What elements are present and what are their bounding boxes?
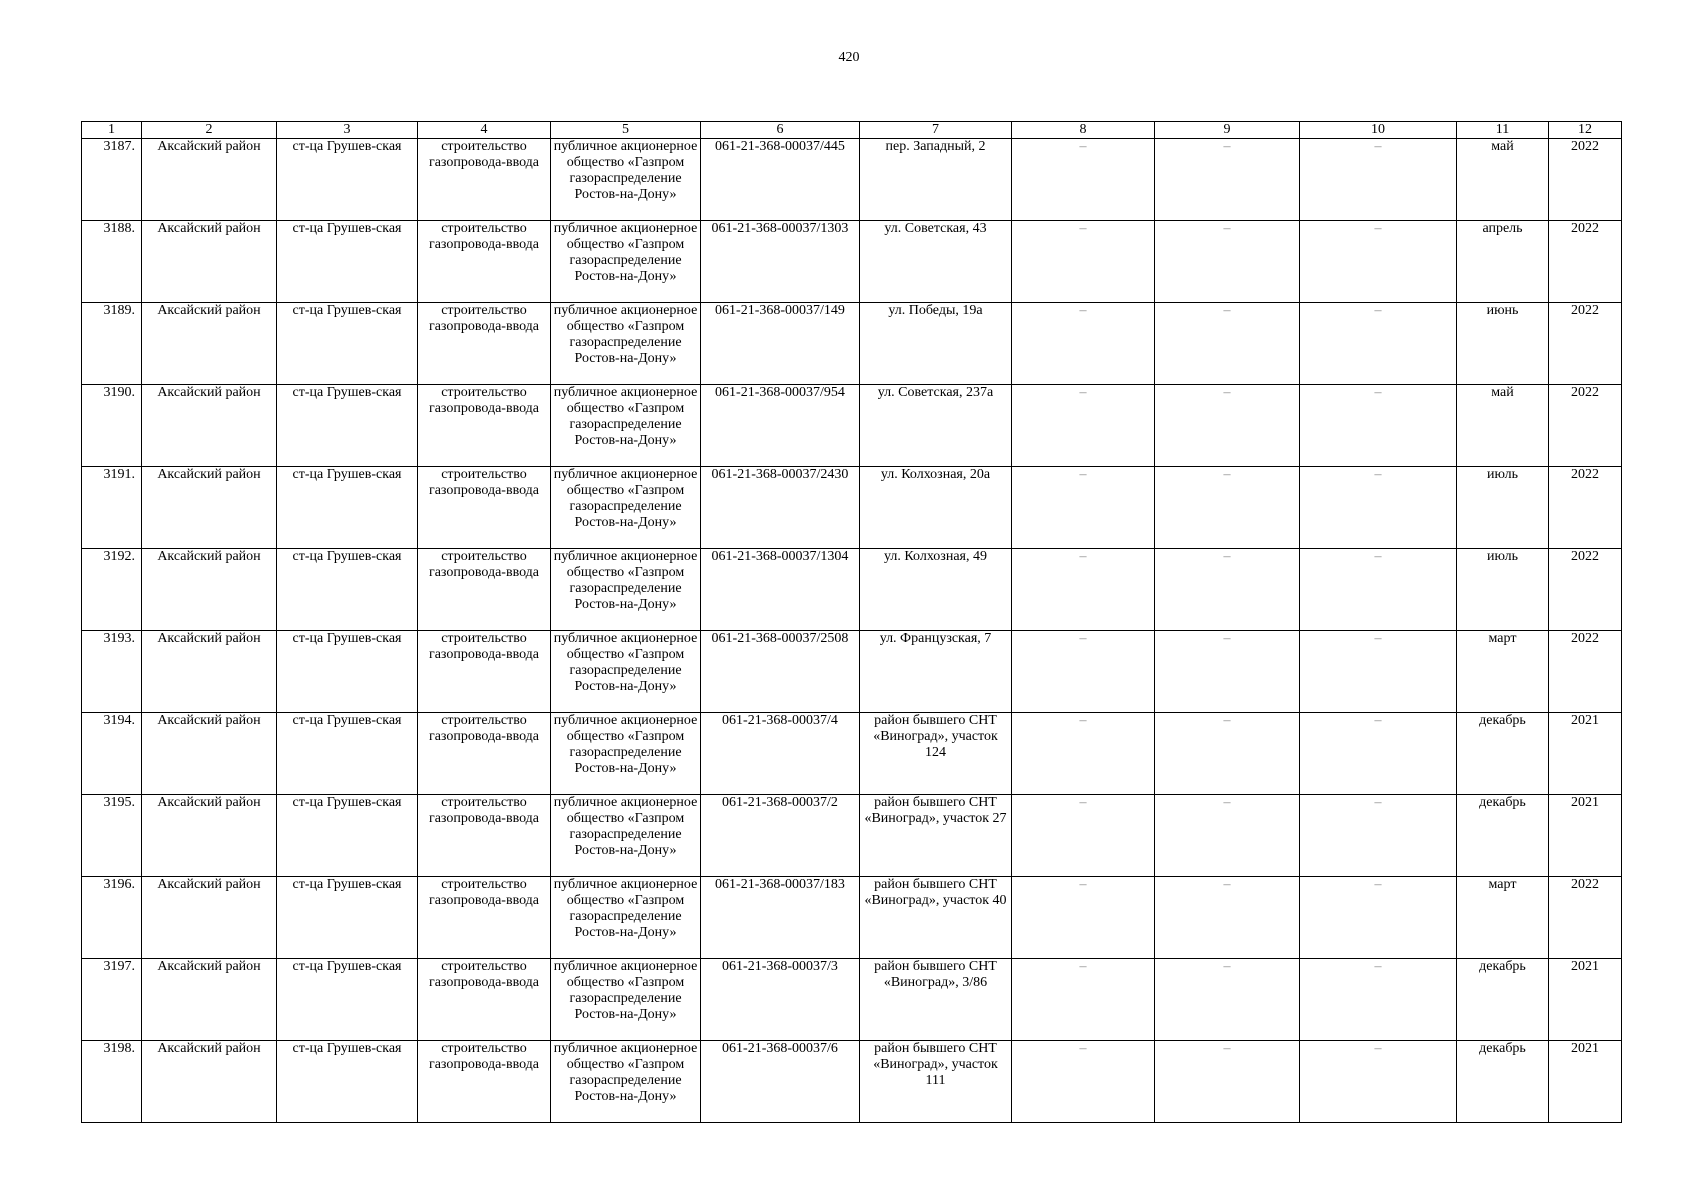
column-header: 4 <box>418 122 551 139</box>
column-header: 11 <box>1457 122 1549 139</box>
district-cell: Аксайский район <box>142 795 277 877</box>
column-10-cell: – <box>1300 713 1457 795</box>
registration-code-cell: 061-21-368-00037/954 <box>701 385 860 467</box>
settlement-cell: ст-ца Грушев-ская <box>277 877 418 959</box>
district-cell: Аксайский район <box>142 385 277 467</box>
column-9-cell: – <box>1155 713 1300 795</box>
table-row <box>82 221 1622 303</box>
column-9-cell: – <box>1155 385 1300 467</box>
district-cell: Аксайский район <box>142 139 277 221</box>
work-type-cell: строительство газопровода-ввода <box>418 467 551 549</box>
month-cell: апрель <box>1457 221 1549 303</box>
work-type-cell: строительство газопровода-ввода <box>418 303 551 385</box>
work-type-cell: строительство газопровода-ввода <box>418 631 551 713</box>
row-number-cell: 3196. <box>82 877 142 959</box>
table-row <box>82 467 1622 549</box>
table-row <box>82 877 1622 959</box>
column-9-cell: – <box>1155 795 1300 877</box>
month-cell: май <box>1457 385 1549 467</box>
table-row <box>82 795 1622 877</box>
registration-code-cell: 061-21-368-00037/4 <box>701 713 860 795</box>
address-cell: ул. Колхозная, 20а <box>860 467 1012 549</box>
settlement-cell: ст-ца Грушев-ская <box>277 303 418 385</box>
column-10-cell: – <box>1300 303 1457 385</box>
registration-code-cell: 061-21-368-00037/1303 <box>701 221 860 303</box>
registration-code-cell: 061-21-368-00037/3 <box>701 959 860 1041</box>
address-cell: пер. Западный, 2 <box>860 139 1012 221</box>
column-header: 1 <box>82 122 142 139</box>
column-10-cell: – <box>1300 1041 1457 1123</box>
column-header: 6 <box>701 122 860 139</box>
column-10-cell: – <box>1300 631 1457 713</box>
year-cell: 2022 <box>1549 139 1622 221</box>
column-header: 12 <box>1549 122 1622 139</box>
work-type-cell: строительство газопровода-ввода <box>418 221 551 303</box>
year-cell: 2022 <box>1549 467 1622 549</box>
month-cell: декабрь <box>1457 959 1549 1041</box>
column-8-cell: – <box>1012 1041 1155 1123</box>
year-cell: 2022 <box>1549 877 1622 959</box>
address-cell: район бывшего СНТ «Виноград», участок 40 <box>860 877 1012 959</box>
work-type-cell: строительство газопровода-ввода <box>418 549 551 631</box>
address-cell: ул. Колхозная, 49 <box>860 549 1012 631</box>
column-10-cell: – <box>1300 221 1457 303</box>
month-cell: декабрь <box>1457 795 1549 877</box>
registration-code-cell: 061-21-368-00037/183 <box>701 877 860 959</box>
column-9-cell: – <box>1155 221 1300 303</box>
row-number-cell: 3195. <box>82 795 142 877</box>
row-number-cell: 3192. <box>82 549 142 631</box>
district-cell: Аксайский район <box>142 877 277 959</box>
work-type-cell: строительство газопровода-ввода <box>418 713 551 795</box>
registration-code-cell: 061-21-368-00037/6 <box>701 1041 860 1123</box>
organization-cell: публичное акционерное общество «Газпром газораспределение Ростов-на-Дону» <box>551 303 701 385</box>
month-cell: июнь <box>1457 303 1549 385</box>
row-number-cell: 3198. <box>82 1041 142 1123</box>
column-8-cell: – <box>1012 631 1155 713</box>
settlement-cell: ст-ца Грушев-ская <box>277 795 418 877</box>
district-cell: Аксайский район <box>142 549 277 631</box>
column-8-cell: – <box>1012 549 1155 631</box>
work-type-cell: строительство газопровода-ввода <box>418 795 551 877</box>
district-cell: Аксайский район <box>142 1041 277 1123</box>
row-number-cell: 3197. <box>82 959 142 1041</box>
column-9-cell: – <box>1155 959 1300 1041</box>
settlement-cell: ст-ца Грушев-ская <box>277 467 418 549</box>
row-number-cell: 3193. <box>82 631 142 713</box>
address-cell: район бывшего СНТ «Виноград», участок 124 <box>860 713 1012 795</box>
month-cell: март <box>1457 631 1549 713</box>
row-number-cell: 3187. <box>82 139 142 221</box>
column-10-cell: – <box>1300 877 1457 959</box>
month-cell: июль <box>1457 467 1549 549</box>
settlement-cell: ст-ца Грушев-ская <box>277 385 418 467</box>
row-number-cell: 3190. <box>82 385 142 467</box>
district-cell: Аксайский район <box>142 467 277 549</box>
table-row <box>82 549 1622 631</box>
month-cell: май <box>1457 139 1549 221</box>
row-number-cell: 3191. <box>82 467 142 549</box>
district-cell: Аксайский район <box>142 221 277 303</box>
organization-cell: публичное акционерное общество «Газпром газораспределение Ростов-на-Дону» <box>551 385 701 467</box>
column-8-cell: – <box>1012 877 1155 959</box>
register-table <box>81 121 1622 1123</box>
column-8-cell: – <box>1012 467 1155 549</box>
registration-code-cell: 061-21-368-00037/2508 <box>701 631 860 713</box>
month-cell: декабрь <box>1457 1041 1549 1123</box>
organization-cell: публичное акционерное общество «Газпром газораспределение Ростов-на-Дону» <box>551 877 701 959</box>
column-10-cell: – <box>1300 385 1457 467</box>
district-cell: Аксайский район <box>142 959 277 1041</box>
column-10-cell: – <box>1300 139 1457 221</box>
organization-cell: публичное акционерное общество «Газпром газораспределение Ростов-на-Дону» <box>551 959 701 1041</box>
registration-code-cell: 061-21-368-00037/2430 <box>701 467 860 549</box>
work-type-cell: строительство газопровода-ввода <box>418 959 551 1041</box>
year-cell: 2022 <box>1549 549 1622 631</box>
address-cell: район бывшего СНТ «Виноград», участок 27 <box>860 795 1012 877</box>
address-cell: ул. Французская, 7 <box>860 631 1012 713</box>
year-cell: 2022 <box>1549 303 1622 385</box>
settlement-cell: ст-ца Грушев-ская <box>277 959 418 1041</box>
column-10-cell: – <box>1300 467 1457 549</box>
settlement-cell: ст-ца Грушев-ская <box>277 631 418 713</box>
registration-code-cell: 061-21-368-00037/1304 <box>701 549 860 631</box>
row-number-cell: 3189. <box>82 303 142 385</box>
district-cell: Аксайский район <box>142 713 277 795</box>
district-cell: Аксайский район <box>142 303 277 385</box>
column-8-cell: – <box>1012 139 1155 221</box>
column-9-cell: – <box>1155 467 1300 549</box>
page-number: 420 <box>838 50 860 65</box>
column-header: 7 <box>860 122 1012 139</box>
column-header: 8 <box>1012 122 1155 139</box>
column-8-cell: – <box>1012 713 1155 795</box>
column-9-cell: – <box>1155 631 1300 713</box>
settlement-cell: ст-ца Грушев-ская <box>277 549 418 631</box>
column-8-cell: – <box>1012 385 1155 467</box>
column-10-cell: – <box>1300 549 1457 631</box>
year-cell: 2022 <box>1549 631 1622 713</box>
year-cell: 2022 <box>1549 385 1622 467</box>
registration-code-cell: 061-21-368-00037/2 <box>701 795 860 877</box>
organization-cell: публичное акционерное общество «Газпром газораспределение Ростов-на-Дону» <box>551 631 701 713</box>
table-row <box>82 631 1622 713</box>
organization-cell: публичное акционерное общество «Газпром газораспределение Ростов-на-Дону» <box>551 713 701 795</box>
table-row <box>82 385 1622 467</box>
month-cell: июль <box>1457 549 1549 631</box>
column-header: 10 <box>1300 122 1457 139</box>
year-cell: 2021 <box>1549 1041 1622 1123</box>
address-cell: район бывшего СНТ «Виноград», участок 111 <box>860 1041 1012 1123</box>
table-row <box>82 713 1622 795</box>
column-10-cell: – <box>1300 959 1457 1041</box>
year-cell: 2022 <box>1549 221 1622 303</box>
column-10-cell: – <box>1300 795 1457 877</box>
organization-cell: публичное акционерное общество «Газпром газораспределение Ростов-на-Дону» <box>551 139 701 221</box>
column-9-cell: – <box>1155 549 1300 631</box>
settlement-cell: ст-ца Грушев-ская <box>277 713 418 795</box>
year-cell: 2021 <box>1549 795 1622 877</box>
month-cell: декабрь <box>1457 713 1549 795</box>
work-type-cell: строительство газопровода-ввода <box>418 139 551 221</box>
column-header: 5 <box>551 122 701 139</box>
column-9-cell: – <box>1155 877 1300 959</box>
settlement-cell: ст-ца Грушев-ская <box>277 139 418 221</box>
table-row <box>82 959 1622 1041</box>
registration-code-cell: 061-21-368-00037/445 <box>701 139 860 221</box>
address-cell: ул. Советская, 43 <box>860 221 1012 303</box>
district-cell: Аксайский район <box>142 631 277 713</box>
table-row <box>82 303 1622 385</box>
table-row <box>82 1041 1622 1123</box>
column-8-cell: – <box>1012 303 1155 385</box>
year-cell: 2021 <box>1549 713 1622 795</box>
organization-cell: публичное акционерное общество «Газпром газораспределение Ростов-на-Дону» <box>551 221 701 303</box>
column-9-cell: – <box>1155 139 1300 221</box>
organization-cell: публичное акционерное общество «Газпром газораспределение Ростов-на-Дону» <box>551 1041 701 1123</box>
column-header: 2 <box>142 122 277 139</box>
settlement-cell: ст-ца Грушев-ская <box>277 1041 418 1123</box>
column-9-cell: – <box>1155 1041 1300 1123</box>
work-type-cell: строительство газопровода-ввода <box>418 385 551 467</box>
column-8-cell: – <box>1012 221 1155 303</box>
column-header-row <box>82 122 1622 139</box>
settlement-cell: ст-ца Грушев-ская <box>277 221 418 303</box>
registration-code-cell: 061-21-368-00037/149 <box>701 303 860 385</box>
address-cell: ул. Победы, 19а <box>860 303 1012 385</box>
organization-cell: публичное акционерное общество «Газпром газораспределение Ростов-на-Дону» <box>551 549 701 631</box>
organization-cell: публичное акционерное общество «Газпром газораспределение Ростов-на-Дону» <box>551 795 701 877</box>
table-row <box>82 139 1622 221</box>
row-number-cell: 3194. <box>82 713 142 795</box>
column-header: 9 <box>1155 122 1300 139</box>
work-type-cell: строительство газопровода-ввода <box>418 1041 551 1123</box>
year-cell: 2021 <box>1549 959 1622 1041</box>
column-8-cell: – <box>1012 795 1155 877</box>
address-cell: район бывшего СНТ «Виноград», 3/86 <box>860 959 1012 1041</box>
column-8-cell: – <box>1012 959 1155 1041</box>
organization-cell: публичное акционерное общество «Газпром газораспределение Ростов-на-Дону» <box>551 467 701 549</box>
column-header: 3 <box>277 122 418 139</box>
month-cell: март <box>1457 877 1549 959</box>
column-9-cell: – <box>1155 303 1300 385</box>
row-number-cell: 3188. <box>82 221 142 303</box>
address-cell: ул. Советская, 237а <box>860 385 1012 467</box>
work-type-cell: строительство газопровода-ввода <box>418 877 551 959</box>
